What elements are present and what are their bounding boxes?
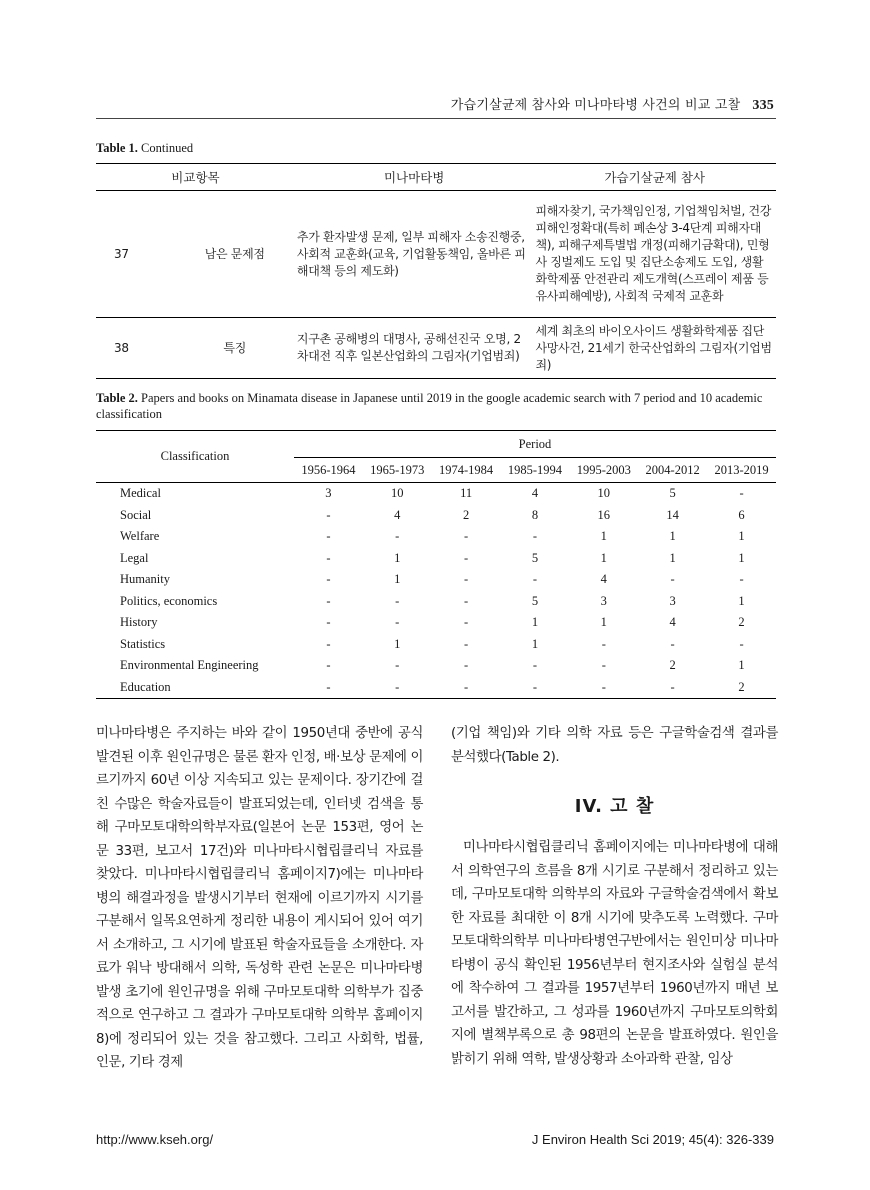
- row-number: 38: [96, 318, 175, 379]
- period-label: 2013-2019: [707, 458, 776, 483]
- row-minamata: 추가 환자발생 문제, 일부 피해자 소송진행중, 사회적 교훈화(교육, 기업활동책임, 올바른 피해대책 등의 제도화): [295, 191, 534, 318]
- count-cell: 1: [738, 550, 745, 565]
- count-cell: -: [464, 636, 469, 651]
- table2-period-header: Period: [294, 431, 776, 458]
- count-cell: 1: [600, 529, 607, 544]
- table2-row: [96, 655, 776, 677]
- table2-row: [96, 548, 776, 570]
- table1-row: [96, 191, 776, 318]
- row-humidifier: 세계 최초의 바이오사이드 생활화학제품 집단사망사건, 21세기 한국산업화의 그림자(기업범죄): [533, 318, 776, 379]
- row-category: 남은 문제점: [175, 191, 295, 318]
- count-cell: 10: [391, 486, 404, 501]
- period-label: 1956-1964: [294, 458, 363, 483]
- count-cell: -: [739, 486, 744, 501]
- count-cell: -: [670, 636, 675, 651]
- count-cell: 8: [531, 507, 539, 522]
- header-rule: [96, 118, 776, 119]
- classification-cell: Statistics: [120, 636, 166, 651]
- count-cell: -: [294, 677, 363, 699]
- count-cell: 6: [738, 507, 745, 522]
- count-cell: -: [326, 636, 331, 651]
- count-cell: 1: [531, 615, 539, 630]
- count-cell: -: [432, 677, 501, 699]
- classification-cell: Education: [96, 677, 294, 699]
- table2-caption-label: Table 2.: [96, 391, 138, 405]
- count-cell: 4: [531, 486, 539, 501]
- count-cell: 11: [460, 486, 473, 501]
- count-cell: 1: [669, 529, 676, 544]
- count-cell: -: [464, 550, 469, 565]
- count-cell: 4: [600, 572, 607, 587]
- count-cell: 16: [597, 507, 611, 522]
- count-cell: 1: [531, 636, 539, 651]
- count-cell: -: [739, 572, 744, 587]
- table1-header-row: [96, 164, 776, 191]
- count-cell: 5: [531, 550, 539, 565]
- count-cell: -: [363, 677, 432, 699]
- count-cell: -: [464, 529, 469, 544]
- table1-caption: [96, 140, 193, 156]
- table2-body: [96, 483, 776, 699]
- table2-row: [96, 677, 776, 699]
- body-left-column: 미나마타병은 주지하는 바와 같이 1950년대 중반에 공식 발견된 이후 원인규명은 물론 환자 인정, 배·보상 문제에 이르기까지 60년 이상 지속되고 있는 문제이다. 장기간에 걸친 수많은 학술자료들이 발표되었는데, 인터넷 검색을 통해 구마모토대학의학부자료(일본어 논문 153편, 영어 논문 33편, 보고서 17건)와 미나마타시협립클리닉 자료를 찾았다. 미나마타시협립클리닉 홈페이지7)에는 미나마타병의 해결과정을 발생시기부터 현재에 이르기까지 시기를 구분해서 일목요연하게 정리한 내용이 게시되어 있어 여기서 소개하고, 그 시기에 발표된 학술자료들을 소개한다. 자료가 워낙 방대해서 의학, 독성학 관련 논문은 미나마타병 발생 초기에 원인규명을 위해 구마모토대학 의학부가 집중적으로 연구하고 그 결과가 구마모토대학 의학부 홈페이지8)에 정리되어 있는 것을 참고했다. 그리고 사회학, 법률, 인문, 기타 경제: [96, 726, 423, 1070]
- count-cell: -: [501, 677, 570, 699]
- row-category: 특징: [175, 318, 295, 379]
- section-title: IV. 고 찰: [574, 796, 655, 817]
- classification-cell: Environmental Engineering: [120, 658, 259, 673]
- count-cell: -: [464, 615, 469, 630]
- table2-row: [96, 526, 776, 548]
- period-label: 1985-1994: [501, 458, 570, 483]
- count-cell: -: [638, 677, 707, 699]
- count-cell: 1: [394, 550, 401, 565]
- count-cell: -: [532, 572, 538, 587]
- count-cell: 3: [669, 593, 676, 608]
- count-cell: 1: [738, 658, 745, 673]
- table1-col-item: 비교항목: [96, 164, 295, 191]
- count-cell: -: [532, 658, 538, 673]
- row-humidifier: 피해자찾기, 국가책임인정, 기업책임처벌, 건강피해인정확대(특히 폐손상 3-4단계 피해자대책), 피해구제특별법 개정(피해기금확대), 민형사 징벌제도 도입 및 집단소송제도 도입, 생활화학제품 안전관리 제도개혁(스프레이 제품 등 유사피해예방), 사회적 국제적 교훈화: [533, 191, 776, 318]
- table2-classification-header: Classification: [96, 431, 294, 483]
- period-label: 1974-1984: [432, 458, 501, 483]
- classification-cell: Politics, economics: [120, 593, 218, 608]
- count-cell: 1: [738, 529, 745, 544]
- count-cell: 3: [325, 486, 332, 501]
- count-cell: -: [395, 529, 400, 544]
- table1-col-minamata: 미나마타병: [295, 164, 534, 191]
- count-cell: 1: [600, 550, 607, 565]
- period-label: 1965-1973: [363, 458, 432, 483]
- table1-caption-label: Table 1.: [96, 141, 138, 155]
- count-cell: 2: [738, 615, 745, 630]
- count-cell: 4: [394, 507, 401, 522]
- count-cell: 1: [669, 550, 676, 565]
- count-cell: -: [601, 658, 606, 673]
- running-header: [451, 94, 774, 114]
- count-cell: 2: [462, 507, 470, 522]
- table2-row: [96, 569, 776, 591]
- count-cell: -: [464, 593, 469, 608]
- table2-row: [96, 483, 776, 505]
- table2-caption-text: Papers and books on Minamata disease in Japanese until 2019 in the google academic search with 7 period and 10 academic classification: [96, 391, 763, 421]
- count-cell: -: [601, 636, 606, 651]
- count-cell: 1: [394, 636, 401, 651]
- table2: [96, 430, 776, 699]
- footer-citation: J Environ Health Sci 2019; 45(4): 326-339: [531, 1132, 774, 1147]
- table1-row: [96, 318, 776, 379]
- count-cell: -: [670, 572, 675, 587]
- count-cell: 5: [531, 593, 539, 608]
- count-cell: 3: [600, 593, 607, 608]
- classification-cell: Humanity: [120, 572, 170, 587]
- count-cell: -: [569, 677, 638, 699]
- row-number: 37: [96, 191, 175, 318]
- table2-row: [96, 505, 776, 527]
- count-cell: 5: [669, 486, 676, 501]
- count-cell: 4: [669, 615, 676, 630]
- table2-header-row: [96, 431, 776, 458]
- classification-cell: Medical: [120, 486, 161, 501]
- count-cell: -: [739, 636, 744, 651]
- count-cell: 10: [597, 486, 611, 501]
- row-minamata: 지구촌 공해병의 대명사, 공해선진국 오명, 2차대전 직후 일본산업화의 그림자(기업범죄): [295, 318, 534, 379]
- count-cell: 1: [600, 615, 607, 630]
- count-cell: -: [395, 658, 400, 673]
- count-cell: 1: [738, 593, 745, 608]
- table2-row: [96, 612, 776, 634]
- classification-cell: Welfare: [120, 529, 160, 544]
- count-cell: -: [326, 529, 331, 544]
- count-cell: -: [326, 572, 331, 587]
- table2-caption: [96, 390, 776, 422]
- count-cell: 2: [669, 658, 676, 673]
- classification-cell: Legal: [120, 550, 149, 565]
- count-cell: -: [326, 550, 331, 565]
- table1-caption-text: Continued: [141, 141, 194, 155]
- body-right-paragraph-1: (기업 책임)와 기타 의학 자료 등은 구글학술검색 결과를 분석했다(Table 2).: [451, 726, 778, 765]
- table1-col-humidifier: 가습기살균제 참사: [533, 164, 776, 191]
- classification-cell: History: [120, 615, 158, 630]
- footer-url[interactable]: http://www.kseh.org/: [96, 1132, 214, 1147]
- count-cell: 14: [666, 507, 679, 522]
- count-cell: -: [532, 529, 538, 544]
- count-cell: 1: [394, 572, 401, 587]
- count-cell: -: [326, 593, 331, 608]
- table1: [96, 163, 776, 379]
- count-cell: -: [326, 507, 331, 522]
- classification-cell: Social: [120, 507, 152, 522]
- count-cell: -: [326, 615, 331, 630]
- count-cell: -: [326, 658, 331, 673]
- table2-row: [96, 591, 776, 613]
- count-cell: -: [464, 658, 469, 673]
- running-title: 가습기살균제 참사와 미나마타병 사건의 비교 고찰: [450, 98, 741, 113]
- count-cell: 2: [707, 677, 776, 699]
- body-right-paragraph-2: 미나마타시협립클리닉 홈페이지에는 미나마타병에 대해서 의학연구의 흐름을 8개 시기로 구분해서 정리하고 있는데, 구마모토대학 의학부의 자료와 구글학술검색에서 확보한 자료를 최대한 이 8개 시기에 맞추도록 노력했다. 구마모토대학의학부 미나마타병연구반에서는 원인미상 미나마타병이 공식 확인된 1956년부터 현지조사와 실험실 분석에 착수하여 그 결과를 1957년부터 1960년까지 매년 보고서를 발간하고, 그 성과를 1960년까지 구마모토의학회지에 별책부록으로 총 98편의 논문을 발표하였다. 원인을 밝히기 위해 역학, 발생상황과 소아과학 관찰, 임상: [451, 840, 778, 1067]
- table2-row: [96, 634, 776, 656]
- period-label: 1995-2003: [569, 458, 638, 483]
- period-label: 2004-2012: [638, 458, 707, 483]
- count-cell: -: [395, 593, 400, 608]
- page-number: 335: [752, 98, 774, 113]
- count-cell: -: [395, 615, 400, 630]
- count-cell: -: [464, 572, 469, 587]
